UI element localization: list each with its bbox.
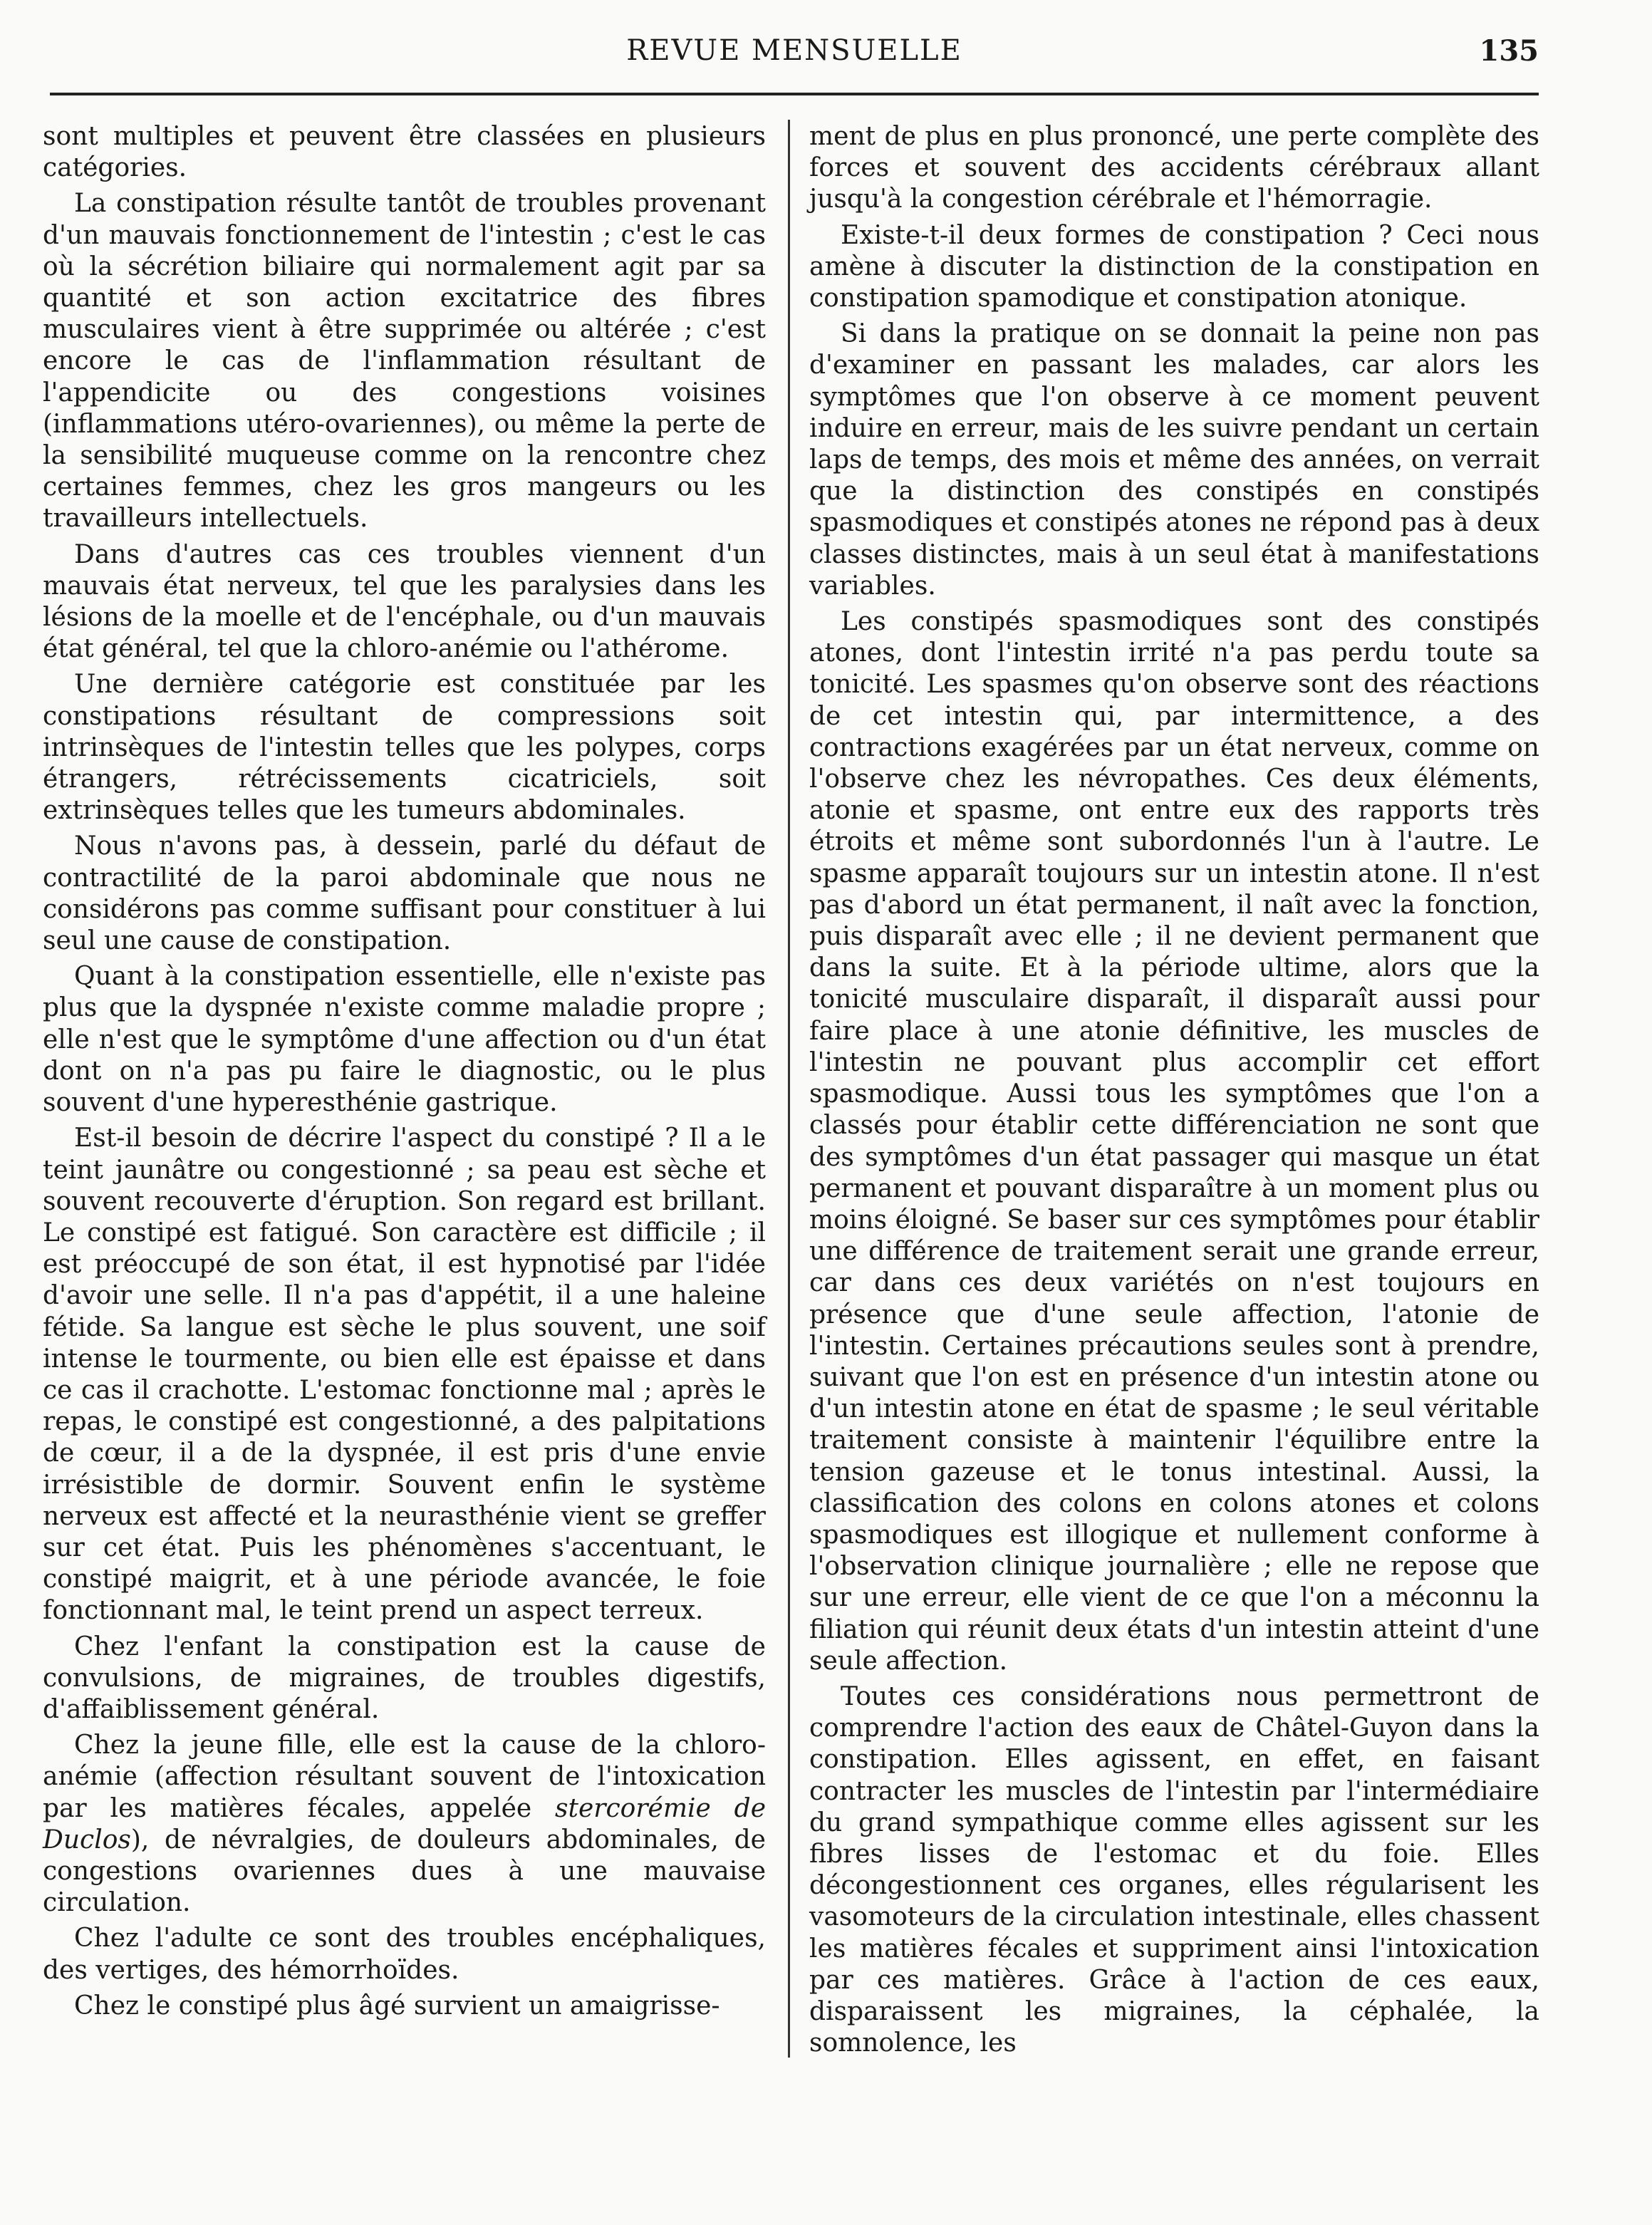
- paragraph: Chez l'adulte ce sont des troubles encéphaliques, des vertiges, des hémorrhoïdes.: [43, 1924, 766, 1985]
- paragraph: Est-il besoin de décrire l'aspect du constipé ? Il a le teint jaunâtre ou congestionné ; sa peau est sèche et souvent recouverte d'éruption. Son regard est brillant. Le constipé est fatigué. Son caractère est difficile ; il est préoccupé de son état, il est hypnotisé par l'idée d'avoir une selle. Il n'a pas d'appétit, il a une haleine fétide. Sa langue est sèche le plus souvent, une soif intense le tourmente, ou bien elle est épaisse et dans ce cas il crachotte. L'estomac fonctionne mal ; après le repas, le constipé est congestionné, a des palpitations de cœur, il a de la dyspnée, il est pris d'une envie irrésistible de dormir. Souvent enfin le système nerveux est affecté et la neurasthénie vient se greffer sur cet état. Puis les phénomènes s'accentuant, le constipé maigrit, et à une période avancée, le foie fonctionnant mal, le teint prend un aspect terreux.: [43, 1124, 766, 1626]
- paragraph: La constipation résulte tantôt de troubles provenant d'un mauvais fonctionnement de l'intestin ; c'est le cas où la sécrétion biliaire qui normalement agit par sa quantité et son action excitatrice des fibres musculaires vient à être supprimée ou altérée ; c'est encore le cas de l'inflammation résultant de l'appendicite ou des congestions voisines (inflammations utéro-ovariennes), ou même la perte de la sensibilité muqueuse comme on la rencontre chez certaines femmes, chez les gros mangeurs ou les travailleurs intellectuels.: [43, 189, 766, 534]
- paragraph-text: ), de névralgies, de douleurs abdominales, de congestions ovariennes dues à une mauvaise circulation.: [43, 1825, 766, 1918]
- left-column: [43, 121, 766, 2026]
- header-rule: [50, 93, 1539, 95]
- paragraph: [43, 1730, 766, 1919]
- italic-term: stercorémie de Duclos: [43, 1793, 766, 1855]
- paragraph: Chez le constipé plus âgé survient un amaigrisse-: [74, 1991, 720, 2021]
- paragraph: sont multiples et peuvent être classées en plusieurs catégories.: [43, 122, 766, 183]
- page-header: [50, 34, 1539, 77]
- paragraph: ment de plus en plus prononcé, une perte complète des forces et souvent des accidents cérébraux allant jusqu'à la congestion cérébrale et l'hémorragie.: [809, 122, 1539, 214]
- paragraph: Toutes ces considérations nous permettront de comprendre l'action des eaux de Châtel-Guyon dans la constipation. Elles agissent, en effet, en faisant contracter les muscles de l'intestin par l'intermédiaire du grand sympathique comme elles agissent sur les fibres lisses de l'estomac et du foie. Elles décongestionnent ces organes, elles régularisent les vasomoteurs de la circulation intestinale, elles chassent les matières fécales et suppriment ainsi l'intoxication par ces matières. Grâce à l'action de ces eaux, disparaissent les migraines, la céphalée, la somnolence, les: [809, 1681, 1539, 2058]
- paragraph: Existe-t-il deux formes de constipation ? Ceci nous amène à discuter la distinction de la constipation en constipation spamodique et constipation atonique.: [809, 220, 1539, 313]
- column-divider: [788, 120, 790, 2058]
- paragraph: Dans d'autres cas ces troubles viennent d'un mauvais état nerveux, tel que les paralysies dans les lésions de la moelle et de l'encéphale, ou d'un mauvais état général, tel que la chloro-anémie ou l'athérome.: [43, 539, 766, 664]
- paragraph: Quant à la constipation essentielle, elle n'existe pas plus que la dyspnée n'existe comme maladie propre ; elle n'est que le symptôme d'une affection ou d'un état dont on n'a pas pu faire le diagnostic, ou le plus souvent d'une hyperesthénie gastrique.: [43, 962, 766, 1118]
- paragraph-text: Chez la jeune fille, elle est la cause de la chloro-anémie (affection résultant souvent de l'intoxication par les matières fécales, appelée: [43, 1731, 766, 1823]
- paragraph: Une dernière catégorie est constituée par les constipations résultant de compressions soit intrinsèques de l'intestin telles que les polypes, corps étrangers, rétrécissements cicatriciels, soit extrinsèques telles que les tumeurs abdominales.: [43, 670, 766, 826]
- paragraph: Nous n'avons pas, à dessein, parlé du défaut de contractilité de la paroi abdominale que nous ne considérons pas comme suffisant pour constituer à lui seul une cause de constipation.: [43, 831, 766, 956]
- page-number: 135: [1479, 34, 1539, 68]
- paragraph: Si dans la pratique on se donnait la peine non pas d'examiner en passant les malades, car alors les symptômes que l'on observe à ce moment peuvent induire en erreur, mais de les suivre pendant un certain laps de temps, des mois et même des années, on verrait que la distinction des constipés en constipés spasmodiques et constipés atones ne répond pas à deux classes distinctes, mais à un seul état à manifestations variables.: [809, 319, 1539, 601]
- running-title: REVUE MENSUELLE: [626, 34, 962, 67]
- right-column: [809, 121, 1539, 2063]
- paragraph: Les constipés spasmodiques sont des constipés atones, dont l'intestin irrité n'a pas perdu toute sa tonicité. Les spasmes qu'on observe sont des réactions de cet intestin qui, par intermittence, a des contractions exagérées par un état nerveux, comme on l'observe chez les névropathes. Ces deux éléments, atonie et spasme, ont entre eux des rapports très étroits et même sont subordonnés l'un à l'autre. Le spasme apparaît toujours sur un intestin atone. Il n'est pas d'abord un état permanent, il naît avec la fonction, puis disparaît avec elle ; il ne devient permanent que dans la suite. Et à la période ultime, alors que la tonicité musculaire disparaît, il disparaît aussi pour faire place à une atonie définitive, les muscles de l'intestin ne pouvant plus accomplir cet effort spasmodique. Aussi tous les symptômes que l'on a classés pour établir cette différenciation ne sont que des symptômes d'un état passager qui masque un état permanent et pouvant disparaître à un moment plus ou moins éloigné. Se baser sur ces symptômes pour établir une différence de traitement serait une grande erreur, car dans ces deux variétés on n'est toujours en présence que d'une seule affection, l'atonie de l'intestin. Certaines précautions seules sont à prendre, suivant que l'on est en présence d'un intestin atone ou d'un intestin atone en état de spasme ; le seul véritable traitement consiste à maintenir l'équilibre entre la tension gazeuse et le tonus intestinal. Aussi, la classification des colons en colons atones et colons spasmodiques est illogique et nullement conforme à l'observation clinique journalière ; elle ne repose que sur une erreur, elle vient de ce que l'on a méconnu la filiation qui réunit deux états d'un intestin atteint d'une seule affection.: [809, 607, 1539, 1676]
- paragraph: Chez l'enfant la constipation est la cause de convulsions, de migraines, de troubles digestifs, d'affaiblissement général.: [43, 1632, 766, 1724]
